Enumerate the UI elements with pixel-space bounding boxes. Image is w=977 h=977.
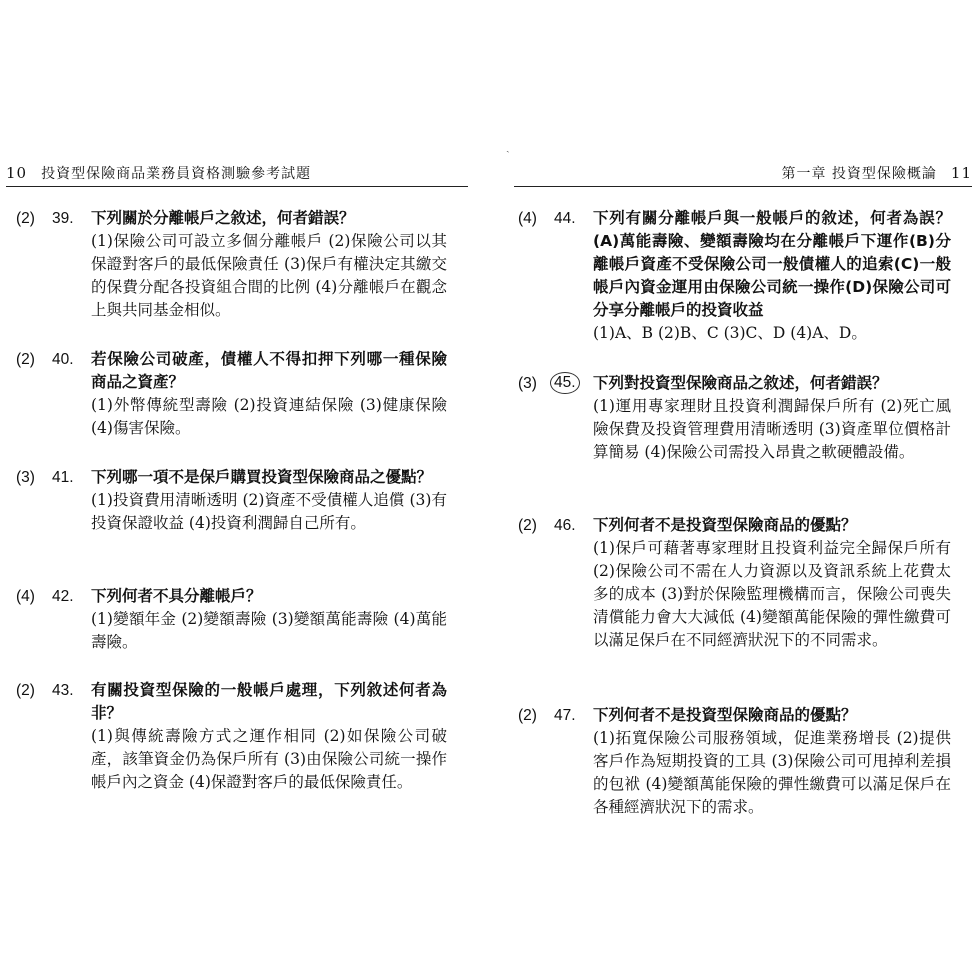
question-options: (1)投資費用清晰透明 (2)資產不受債權人追償 (3)有投資保證收益 (4)投資利潤歸自己所有。 [91,491,447,532]
question-stem: 下列關於分離帳戶之敘述，何者錯誤？ [91,209,355,227]
answer-key: (2) [16,351,35,368]
question-number: 47. [554,707,576,724]
right-chapter-title: 第一章 投資型保險概論 [781,166,937,182]
question-stem: 下列何者不是投資型保險商品的優點？ [593,516,857,534]
question-stem: 下列有關分離帳戶與一般帳戶的敘述，何者為誤？(A)萬能壽險、變額壽險均在分離帳戶下運作(B)分離帳戶資產不受保險公司一般債權人的追索(C)一般帳戶內資金運用由保險公司統一操作(D)保險公司可分享分離帳戶的投資收益 [593,209,951,319]
question-body [91,679,447,794]
scan-mark: ˏ [506,140,510,153]
question-stem: 下列何者不具分離帳戶？ [91,587,262,605]
question-options: (1)A、B (2)B、C (3)C、D (4)A、D。 [593,324,867,342]
question-options: (1)保險公司可設立多個分離帳戶 (2)保險公司以其保證對客戶的最低保險責任 (3)保戶有權決定其繳交的保費分配各投資組合間的比例 (4)分離帳戶在觀念上與共同基金相似。 [91,232,447,319]
left-page-header [6,160,468,187]
right-page-header [514,160,972,187]
question-body [91,585,447,654]
question-options: (1)與傳統壽險方式之運作相同 (2)如保險公司破產，該筆資金仍為保戶所有 (3)由保險公司統一操作帳戶內之資金 (4)保證對客戶的最低保險責任。 [91,727,447,791]
answer-key: (2) [518,707,537,724]
question-body [91,348,447,440]
question-stem: 下列對投資型保險商品之敘述，何者錯誤？ [593,374,888,392]
question-body [593,704,951,819]
question-options: (1)運用專家理財且投資利潤歸保戶所有 (2)死亡風險保費及投資管理費用清晰透明 (3)資產單位價格計算簡易 (4)保險公司需投入昂貴之軟硬體設備。 [593,397,951,461]
question-number: 41. [52,469,74,486]
question-number: 40. [52,351,74,368]
question-number-circled: 45. [550,372,580,394]
question-number: 39. [52,210,74,227]
question-number: 46. [554,517,576,534]
question-stem: 下列何者不是投資型保險商品的優點？ [593,706,857,724]
answer-key: (3) [518,375,537,392]
answer-key: (2) [518,517,537,534]
question-number: 42. [52,588,74,605]
question-stem: 有關投資型保險的一般帳戶處理，下列敘述何者為非？ [91,681,447,722]
left-page-title: 投資型保險商品業務員資格測驗參考試題 [41,166,312,182]
question-number: 44. [554,210,576,227]
right-page-number: 11 [950,164,972,182]
question-stem: 下列哪一項不是保戶購買投資型保險商品之優點？ [91,468,433,486]
question-options: (1)拓寬保險公司服務領域，促進業務增長 (2)提供客戶作為短期投資的工具 (3)保險公司可甩掉利差損的包袱 (4)變額萬能保險的彈性繳費可以滿足保戶在各種經濟狀況下的需求。 [593,729,951,816]
answer-key: (3) [16,469,35,486]
question-options: (1)變額年金 (2)變額壽險 (3)變額萬能壽險 (4)萬能壽險。 [91,610,447,651]
question-options: (1)外幣傳統型壽險 (2)投資連結保險 (3)健康保險 (4)傷害保險。 [91,396,447,437]
question-body [593,207,951,345]
question-body [91,466,447,535]
question-options: (1)保戶可藉著專家理財且投資利益完全歸保戶所有 (2)保險公司不需在人力資源以及資訊系統上花費太多的成本 (3)對於保險監理機構而言，保險公司喪失清償能力會大大減低 (4)變額萬能保險的彈性繳費可以滿足保戶在不同經濟狀況下的不同需求。 [593,539,951,649]
answer-key: (4) [518,210,537,227]
answer-key: (2) [16,682,35,699]
answer-key: (4) [16,588,35,605]
question-body [91,207,447,322]
left-page-number: 10 [6,164,28,182]
question-number: 43. [52,682,74,699]
answer-key: (2) [16,210,35,227]
question-body [593,514,951,652]
question-body [593,372,951,464]
question-stem: 若保險公司破產，債權人不得扣押下列哪一種保險商品之資產？ [91,350,447,391]
